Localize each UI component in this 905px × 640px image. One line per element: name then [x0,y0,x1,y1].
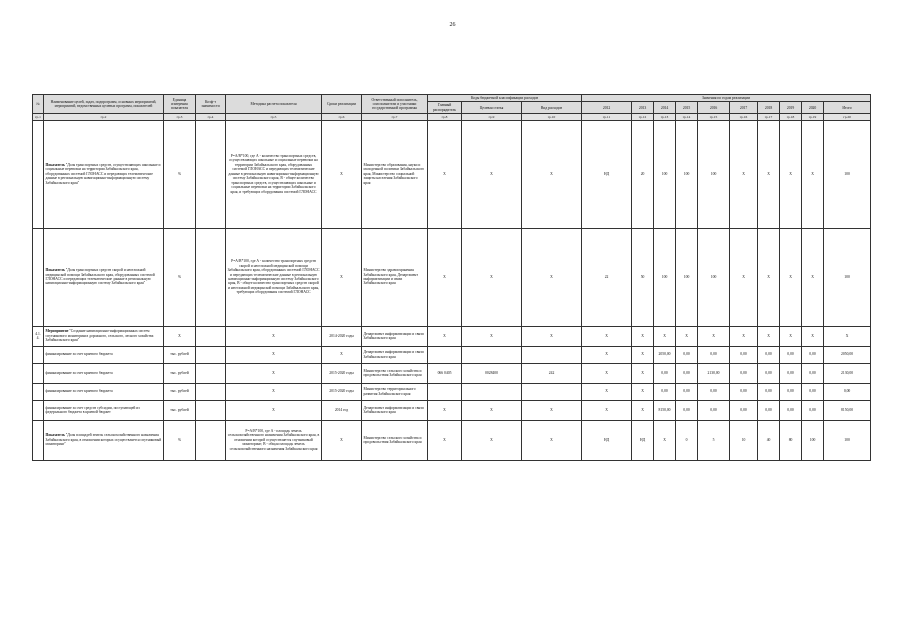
row-value: Х [632,383,654,400]
column-number: гр.4 [196,114,226,120]
row-value: 80 [780,420,802,460]
row-value: 100 [698,120,730,228]
row-coef [196,383,226,400]
column-number: гр.10 [522,114,582,120]
row-name-text: "Доля транспортных средств, осуществляющих школьные и социальные перевозки на территории Забайкальского края, оборудованных системой ГЛОНАСС и передающих телематические данные в региональную навигационно-информационную систему Забайкальского края" [45,162,161,185]
row-name [44,400,164,420]
row-value: 0,00 [730,346,758,363]
row-number: 4.1.4. [33,326,44,346]
header-no: № [33,95,44,114]
row-code-article [462,383,522,400]
row-value: 2130,00 [698,363,730,383]
row-responsible: Департамент информатизации и связи Забайкальского края [362,400,428,420]
program-table [32,94,871,461]
row-code-main [428,383,462,400]
row-code-type [522,346,582,363]
row-value: Х [730,326,758,346]
page-number: 26 [449,22,456,28]
row-period: 2014-2020 годы [322,326,362,346]
row-method: Р=А/В*100, где А - площадь земель сельскохозяйственного назначения Забайкальского края, в отношении которой осуществляется спутниковый мониторинг; В - общая площадь земель сельскохозяйственного назначения Забайкальского края [226,420,322,460]
row-value: 0,00 [676,383,698,400]
header-unit: Единица измерения показателя [164,95,196,114]
row-method: Х [226,346,322,363]
row-value: 0,00 [698,400,730,420]
row-value: Х [676,326,698,346]
row-value: 0,00 [802,400,824,420]
row-value: Х [802,120,824,228]
row-number [33,383,44,400]
row-value: Х [758,120,780,228]
column-number: гр.11 [582,114,632,120]
table-row [33,363,871,383]
row-period: Х [322,420,362,460]
row-value: 10 [730,420,758,460]
table-row [33,120,871,228]
row-value: 0,00 [758,383,780,400]
row-value: 40 [758,420,780,460]
header-period: Сроки реализации [322,95,362,114]
column-number: гр.17 [758,114,780,120]
table-row [33,420,871,460]
row-value: 8150,00 [824,400,871,420]
header-year-2014: 2014 [654,102,676,114]
row-value: 0,00 [698,383,730,400]
row-value: НД [582,120,632,228]
row-name [44,383,164,400]
row-number [33,363,44,383]
row-kind-label: Показатель [45,268,65,273]
row-responsible: Департамент информатизации и связи Забайкальского края [362,326,428,346]
column-number: гр.7 [362,114,428,120]
row-value: Х [780,120,802,228]
row-value: 0,00 [758,400,780,420]
row-value: 100 [824,228,871,326]
row-value: Х [780,228,802,326]
row-value: 0 [676,420,698,460]
row-code-main: Х [428,228,462,326]
row-value: 0,00 [780,363,802,383]
row-value: Х [802,228,824,326]
row-value: 100 [676,120,698,228]
row-value: 0,00 [730,363,758,383]
row-method: Х [226,400,322,420]
row-value: 100 [824,120,871,228]
row-value: 0,00 [654,383,676,400]
row-code-type: Х [522,326,582,346]
column-number: гр.12 [632,114,654,120]
column-number: гр.8 [428,114,462,120]
row-value: 100 [802,420,824,460]
row-value: Х [654,420,676,460]
row-code-main [428,346,462,363]
row-value: 100 [698,228,730,326]
row-code-article: Х [462,228,522,326]
row-number [33,228,44,326]
row-responsible: Министерство территориального развития Забайкальского края [362,383,428,400]
header-method: Методика расчета показателя [226,95,322,114]
row-method: Х [226,326,322,346]
header-year-2018: 2018 [758,102,780,114]
row-unit: тыс. рублей [164,363,196,383]
row-unit: % [164,420,196,460]
header-year-2017: 2017 [730,102,758,114]
row-coef [196,363,226,383]
header-year-2012: 2012 [582,102,632,114]
column-number: гр.14 [676,114,698,120]
row-name-text: финансирование за счет краевого бюджета [45,389,113,394]
row-coef [196,120,226,228]
table-row [33,326,871,346]
row-code-main: Х [428,420,462,460]
row-value: Х [730,228,758,326]
column-number: гр.18 [780,114,802,120]
header-responsible: Ответственный исполнитель, соисполнители и участники государственной программы [362,95,428,114]
row-value: Х [582,326,632,346]
row-code-type: Х [522,120,582,228]
row-value: Х [582,383,632,400]
column-number: гр.6 [322,114,362,120]
row-method: Х [226,363,322,383]
row-unit: % [164,120,196,228]
header-year-2013: 2013 [632,102,654,114]
row-responsible: Министерство сельского хозяйства и продовольствия Забайкальского края [362,420,428,460]
row-value: Х [802,326,824,346]
row-code-type: 242 [522,363,582,383]
column-number: гр.13 [654,114,676,120]
row-value: 50 [632,228,654,326]
column-number: гр.2 [44,114,164,120]
column-number: гр.15 [698,114,730,120]
row-responsible: Министерство сельского хозяйства и продовольствия Забайкальского края [362,363,428,383]
row-value: 0,00 [654,363,676,383]
row-name-text: финансирование за счет краевого бюджета [45,352,113,357]
row-value: Х [632,400,654,420]
row-value: Х [824,326,871,346]
row-value: 0,00 [676,400,698,420]
table-row [33,383,871,400]
row-coef [196,400,226,420]
row-code-article: Х [462,400,522,420]
table-row [33,400,871,420]
row-name-text: "Доля площадей земель сельскохозяйственного назначения Забайкальского края, в отношении которых осуществляется спутниковый мониторинг" [45,433,162,447]
row-code-type: Х [522,420,582,460]
header-row-1 [33,95,871,102]
row-name-text: финансирование за счет краевого бюджета [45,370,113,375]
row-value: 2050,00 [824,346,871,363]
row-code-article: Х [462,120,522,228]
row-value: НД [632,420,654,460]
row-method: Х [226,383,322,400]
row-code-main: Х [428,120,462,228]
row-unit: тыс. рублей [164,346,196,363]
row-value: 100 [676,228,698,326]
row-value: НД [582,420,632,460]
row-value: Х [780,326,802,346]
header-year-2020: 2020 [802,102,824,114]
header-year-2016: 2016 [698,102,730,114]
row-period: 2015-2020 годы [322,383,362,400]
row-code-type: Х [522,228,582,326]
row-method: Р=А/В*100, где А - количество транспортных средств, осуществляющих школьные и социальные перевозки на территории Забайкальского края, оборудованных системой ГЛОНАСС и передающих телематические данные в региональную навигационно-информационную систему Забайкальского края, В - общее количество транспортных средств, осуществляющих школьные и социальные перевозки на территории Забайкальского края, и требующих оборудования системой ГЛОНАСС [226,120,322,228]
row-unit: тыс. рублей [164,383,196,400]
row-period: Х [322,228,362,326]
row-code-article: 0028400 [462,363,522,383]
header-year-2019: 2019 [780,102,802,114]
row-value: Х [654,326,676,346]
row-value: Х [632,346,654,363]
row-responsible: Министерство образования, науки и молодежной политики Забайкальского края, Министерство социальной защиты населения Забайкальского края [362,120,428,228]
row-value: 0,00 [698,346,730,363]
row-unit: тыс. рублей [164,400,196,420]
row-value: Х [730,120,758,228]
row-code-type: Х [522,400,582,420]
row-value: 0,00 [780,400,802,420]
row-name [44,346,164,363]
row-value: 0,00 [780,383,802,400]
row-value: 0,00 [730,383,758,400]
row-coef [196,228,226,326]
row-value: Х [758,228,780,326]
row-period: 2014 год [322,400,362,420]
row-kind-label: Показатель [45,433,65,438]
row-name-text: "Доля транспортных средств скорой и неотложной медицинской помощи Забайкальского края, оборудованных системой ГЛОНАСС и передающих телематические данные в региональную навигационно-информационную систему Забайкальского края" [45,268,155,286]
column-number: гр.20 [824,114,871,120]
row-coef [196,346,226,363]
row-unit: % [164,228,196,326]
row-period: Х [322,120,362,228]
table-row [33,346,871,363]
row-number [33,400,44,420]
row-code-main: Х [428,400,462,420]
row-value: Х [758,326,780,346]
row-period: Х [322,346,362,363]
row-responsible: Министерство здравоохранения Забайкальского края, Департамент информатизации и связи Забайкальского края [362,228,428,326]
header-name: Наименование целей, задач, подпрограмм, основных мероприятий, мероприятий, ведомственных целевых программ, показателей [44,95,164,114]
header-year-2015: 2015 [676,102,698,114]
header-code-article: Целевая статья [462,102,522,114]
row-name [44,228,164,326]
row-kind-label: Показатель [45,162,65,167]
row-value: Х [698,326,730,346]
row-value: 0,00 [758,363,780,383]
row-kind-label: Мероприятие [45,329,69,334]
row-value: 0,00 [802,346,824,363]
row-value: Х [582,346,632,363]
row-value: 2050,00 [654,346,676,363]
column-number: гр.5 [226,114,322,120]
column-number: гр.9 [462,114,522,120]
header-code-type: Вид расходов [522,102,582,114]
row-value: 22 [582,228,632,326]
row-value: 0,00 [676,363,698,383]
row-name [44,363,164,383]
row-value: 20 [632,120,654,228]
row-value: 8150,00 [654,400,676,420]
header-codes-group: Коды бюджетной классификации расходов [428,95,582,102]
row-code-type [522,383,582,400]
column-number: гр.16 [730,114,758,120]
row-value: 0,00 [802,363,824,383]
row-responsible: Департамент информатизации и связи Забайкальского края [362,346,428,363]
row-number [33,420,44,460]
row-value: 0,00 [780,346,802,363]
row-value: 0,00 [824,383,871,400]
row-value: 2130,00 [824,363,871,383]
row-value: 100 [654,228,676,326]
header-values-group: Значения по годам реализации [582,95,871,102]
header-total: Итого [824,102,871,114]
row-code-article: Х [462,326,522,346]
row-code-main: 066 0405 [428,363,462,383]
row-value: 0,00 [730,400,758,420]
row-name [44,326,164,346]
row-value: 0,00 [676,346,698,363]
row-name [44,120,164,228]
row-method: Р=А/В*100, где А - количество транспортных средств скорой и неотложной медицинской помощи Забайкальского края, оборудованных системой ГЛОНАСС и передающих телематические данные в региональную навигационно-информационную систему Забайкальского края, В - общее количество транспортных средств скорой и неотложной медицинской помощи Забайкальского края, требующих оборудования системой ГЛОНАСС [226,228,322,326]
header-coef: Коэф-т значимости [196,95,226,114]
row-code-article [462,346,522,363]
row-value: 100 [824,420,871,460]
row-coef [196,326,226,346]
row-name-text: "Создание навигационно-информационных систем спутникового мониторинга дорожного, сельского, лесного хозяйства Забайкальского края" [45,329,154,343]
table-row [33,228,871,326]
row-value: 0,00 [802,383,824,400]
row-value: Х [632,363,654,383]
row-code-main: Х [428,326,462,346]
row-name [44,420,164,460]
row-unit: Х [164,326,196,346]
row-period: 2015-2020 годы [322,363,362,383]
row-value: Х [582,400,632,420]
row-value: 5 [698,420,730,460]
row-value: Х [632,326,654,346]
row-value: 100 [654,120,676,228]
row-number [33,120,44,228]
row-number [33,346,44,363]
column-number: гр.19 [802,114,824,120]
row-value: 0,00 [758,346,780,363]
header-code-main: Главный распорядитель [428,102,462,114]
row-coef [196,420,226,460]
row-value: Х [582,363,632,383]
row-code-article: Х [462,420,522,460]
column-number: гр.1 [33,114,44,120]
column-number: гр.3 [164,114,196,120]
row-name-text: финансирование за счет средств субсидии, поступающей из федерального бюджета в краевой бюджет [45,405,140,414]
